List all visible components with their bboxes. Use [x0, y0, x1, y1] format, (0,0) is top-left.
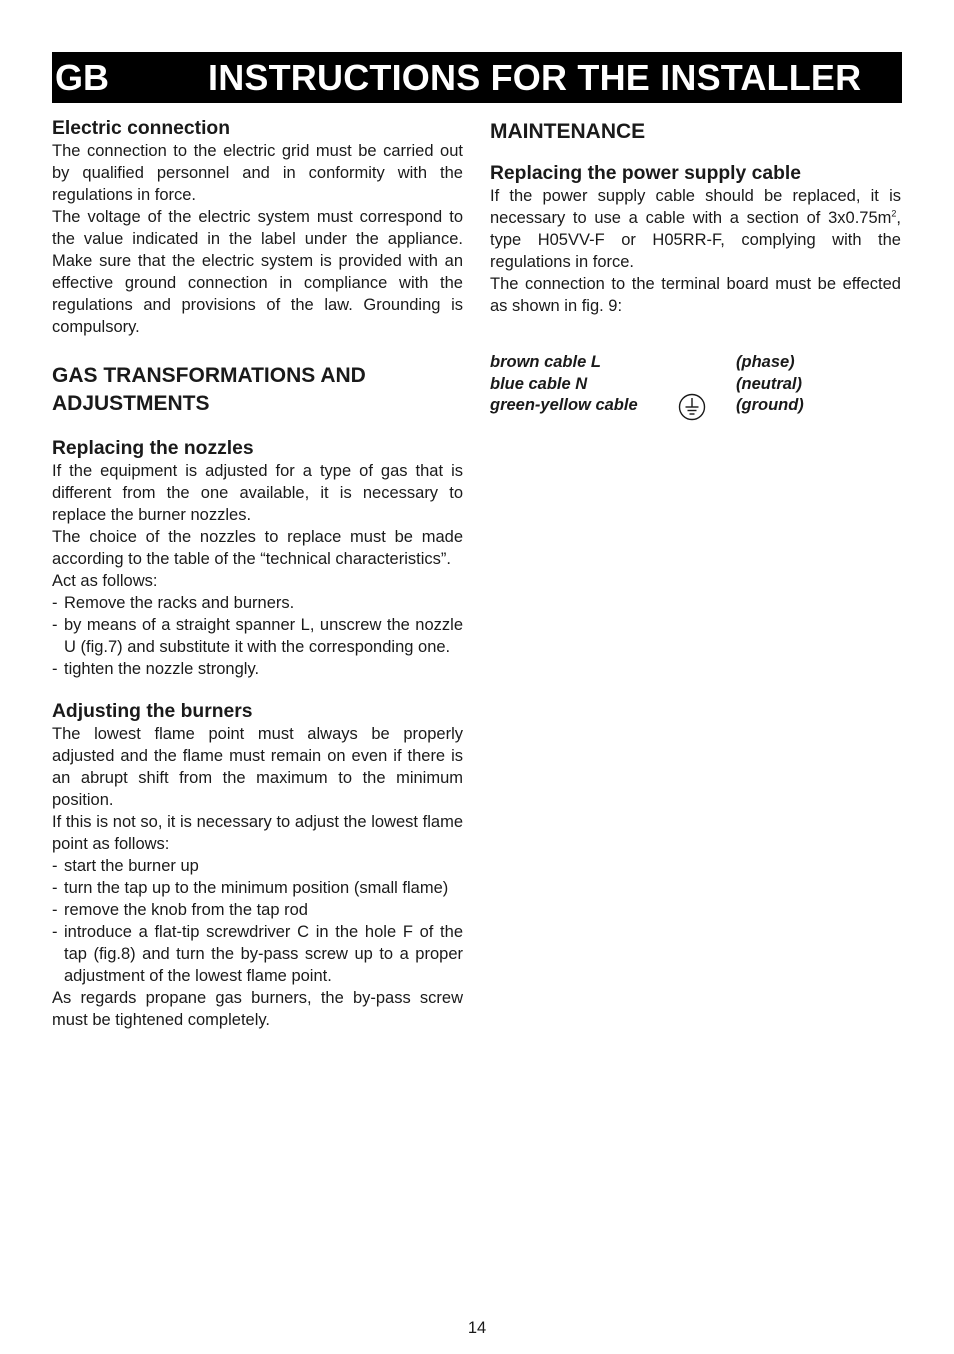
electric-connection-heading: Electric connection [52, 118, 231, 139]
burners-paragraph-3: As regards propane gas burners, the by-pass screw must be tightened completely. [52, 989, 463, 1029]
right-column [490, 118, 901, 416]
cable-role: (ground) [736, 396, 804, 414]
list-item: - by means of a straight spanner L, unscrew the nozzle U (fig.7) and substitute it with the corresponding one. [52, 614, 463, 658]
list-item: - Remove the racks and burners. [52, 592, 463, 614]
power-cable-paragraph-1 [490, 185, 901, 273]
nozzles-paragraph-1: If the equipment is adjusted for a type of gas that is different from the one available, it is necessary to replace the burner nozzles. [52, 462, 463, 524]
burners-paragraph-1: The lowest flame point must always be properly adjusted and the flame must remain on even if there is an abrupt shift from the maximum to the minimum position. [52, 725, 463, 809]
burners-steps [52, 855, 463, 987]
maintenance-title: MAINTENANCE [490, 120, 646, 143]
list-item: - start the burner up [52, 855, 463, 877]
power-cable-paragraph-2: The connection to the terminal board must be effected as shown in fig. 9: [490, 275, 901, 315]
table-row [490, 394, 901, 416]
nozzles-paragraph-2: The choice of the nozzles to replace must be made according to the table of the “technical characteristics”. [52, 528, 463, 568]
nozzles-heading: Replacing the nozzles [52, 438, 254, 459]
nozzles-steps [52, 592, 463, 680]
ground-icon [678, 393, 706, 421]
cable-role: (neutral) [736, 374, 802, 393]
cable-label: green-yellow cable [490, 396, 638, 414]
burners-heading: Adjusting the burners [52, 701, 253, 722]
burners-paragraph-2: If this is not so, it is necessary to adjust the lowest flame point as follows: [52, 813, 463, 853]
cable-role: (phase) [736, 353, 795, 371]
electric-paragraph-2: The voltage of the electric system must correspond to the value indicated in the label under the appliance. Make sure that the electric system is provided with an effective ground connection in compliance with the regulations and provisions of the law. Grounding is compulsory. [52, 208, 463, 336]
cable-label: blue cable N [490, 374, 588, 393]
table-row [490, 373, 901, 395]
electric-paragraph-1: The connection to the electric grid must be carried out by qualified personnel and in conformity with the regulations in force. [52, 142, 463, 204]
power-cable-text-b: , type H05VV-F or H05RR-F, complying with the regulations in force. [490, 209, 901, 271]
list-item: - turn the tap up to the minimum position (small flame) [52, 877, 463, 899]
cable-label: brown cable L [490, 353, 601, 371]
left-column [52, 118, 463, 1031]
table-row [490, 351, 901, 373]
power-cable-heading: Replacing the power supply cable [490, 163, 801, 184]
page-header [52, 52, 902, 103]
page-title: INSTRUCTIONS FOR THE INSTALLER [208, 57, 862, 98]
cable-connection-table [490, 351, 901, 416]
gas-section-title: GAS TRANSFORMATIONS AND ADJUSTMENTS [52, 364, 366, 415]
list-item: - tighten the nozzle strongly. [52, 658, 463, 680]
page-number: 14 [467, 1319, 487, 1337]
list-item: - introduce a flat-tip screwdriver C in the hole F of the tap (fig.8) and turn the by-pass screw up to a proper adjustment of the lowest flame point. [52, 921, 463, 987]
language-code: GB [55, 57, 109, 98]
power-cable-text-a: If the power supply cable should be replaced, it is necessary to use a cable with a section of 3x0.75m [490, 187, 901, 227]
nozzles-paragraph-3: Act as follows: [52, 572, 158, 590]
superscript: 2 [891, 208, 897, 219]
list-item: - remove the knob from the tap rod [52, 899, 463, 921]
